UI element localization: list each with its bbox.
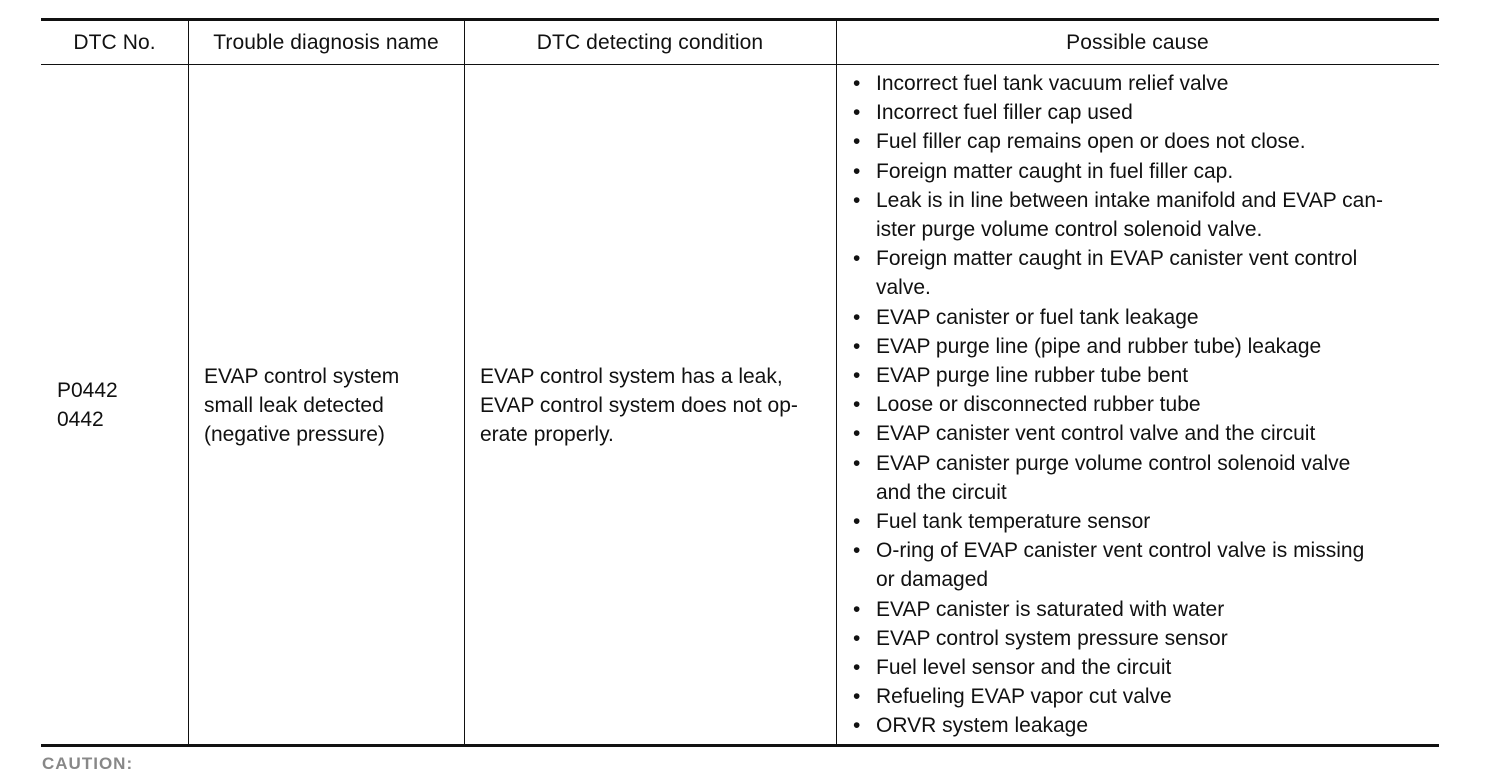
bullet-mark: • [853,685,861,709]
possible-cause-list [853,69,1383,741]
cause-text-line: EVAP purge line rubber tube bent [876,364,1189,388]
cause-list-item [853,536,1383,594]
cause-text-line: EVAP purge line (pipe and rubber tube) leakage [876,334,1322,358]
condition-line: EVAP control system has a leak, [480,365,783,388]
bullet-mark: • [853,72,861,95]
cause-list-item [853,303,1383,332]
bullet-mark: • [853,247,861,271]
cause-text-line: Leak is in line between intake manifold and EVAP can- [876,188,1384,212]
cause-list-item [853,507,1383,536]
diagnosis-name-line: (negative pressure) [204,423,385,447]
header-detecting-condition: DTC detecting condition [536,31,764,54]
bullet-mark: • [853,422,861,446]
cause-text-line: Fuel tank temperature sensor [876,510,1151,534]
cause-list-item [853,244,1383,302]
dtc-code-cell [57,376,118,434]
cause-text-line: Loose or disconnected rubber tube [876,393,1201,417]
cause-text-line: Incorrect fuel tank vacuum relief valve [876,72,1229,95]
bullet-mark: • [853,101,861,125]
diagnosis-name-line: small leak detected [204,394,384,418]
cause-list-item [853,595,1383,624]
bullet-mark: • [853,130,861,154]
bullet-mark: • [853,364,861,388]
cause-list-item [853,69,1383,98]
bullet-mark: • [853,188,861,212]
cause-list-item [853,98,1383,127]
column-divider [464,21,465,744]
bullet-mark: • [853,626,861,650]
cause-list-item [853,711,1383,740]
dtc-code: P0442 [57,379,118,402]
bullet-mark: • [853,656,861,680]
cause-text-line: or damaged [876,568,989,592]
cause-list-item [853,157,1383,186]
cause-list-item [853,653,1383,682]
column-divider [836,21,837,744]
dtc-table [41,18,1439,747]
cause-text-line: O-ring of EVAP canister vent control valve is missing [876,539,1365,563]
cause-text-line: Refueling EVAP vapor cut valve [876,685,1172,709]
cause-list-item [853,449,1383,507]
diagnosis-name-line: EVAP control system [204,365,400,388]
header-dtc-no: DTC No. [73,31,156,54]
cause-text-line: ister purge volume control solenoid valve. [876,218,1263,242]
cause-text-line: valve. [876,276,931,300]
caution-label: CAUTION: [42,754,134,773]
cause-text-line: EVAP canister vent control valve and the circuit [876,422,1316,446]
diagnosis-name-cell [204,362,399,450]
cause-text-line: EVAP canister is saturated with water [876,597,1225,621]
table-header-row [41,21,1439,65]
cause-text-line: Incorrect fuel filler cap used [876,101,1133,125]
bullet-mark: • [853,597,861,621]
cause-text-line: ORVR system leakage [876,714,1089,738]
dtc-code: 0442 [57,408,104,432]
cause-text-line: Fuel filler cap remains open or does not close. [876,130,1306,154]
condition-line: erate properly. [480,423,614,447]
cause-text-line: Foreign matter caught in EVAP canister vent control [876,247,1358,271]
condition-line: EVAP control system does not op- [480,394,798,418]
cause-text-line: EVAP canister or fuel tank leakage [876,305,1199,329]
bullet-mark: • [853,334,861,358]
cause-list-item [853,682,1383,711]
bullet-mark: • [853,714,861,738]
header-possible-cause: Possible cause [1066,31,1209,54]
bullet-mark: • [853,510,861,534]
column-divider [188,21,189,744]
bullet-mark: • [853,451,861,475]
cause-text-line: EVAP control system pressure sensor [876,626,1228,650]
cause-text-line: Fuel level sensor and the circuit [876,656,1172,680]
bullet-mark: • [853,539,861,563]
bullet-mark: • [853,159,861,183]
cause-list-item [853,419,1383,448]
detecting-condition-cell [480,362,798,450]
cause-list-item [853,127,1383,156]
cause-text-line: EVAP canister purge volume control solenoid valve [876,451,1351,475]
header-diagnosis-name: Trouble diagnosis name [213,31,439,54]
cause-text-line: Foreign matter caught in fuel filler cap. [876,159,1234,183]
bullet-mark: • [853,305,861,329]
cause-text-line: and the circuit [876,480,1007,504]
cause-list-item [853,624,1383,653]
cause-list-item [853,332,1383,361]
cause-list-item [853,361,1383,390]
cause-list-item [853,186,1383,244]
cause-list-item [853,390,1383,419]
bullet-mark: • [853,393,861,417]
